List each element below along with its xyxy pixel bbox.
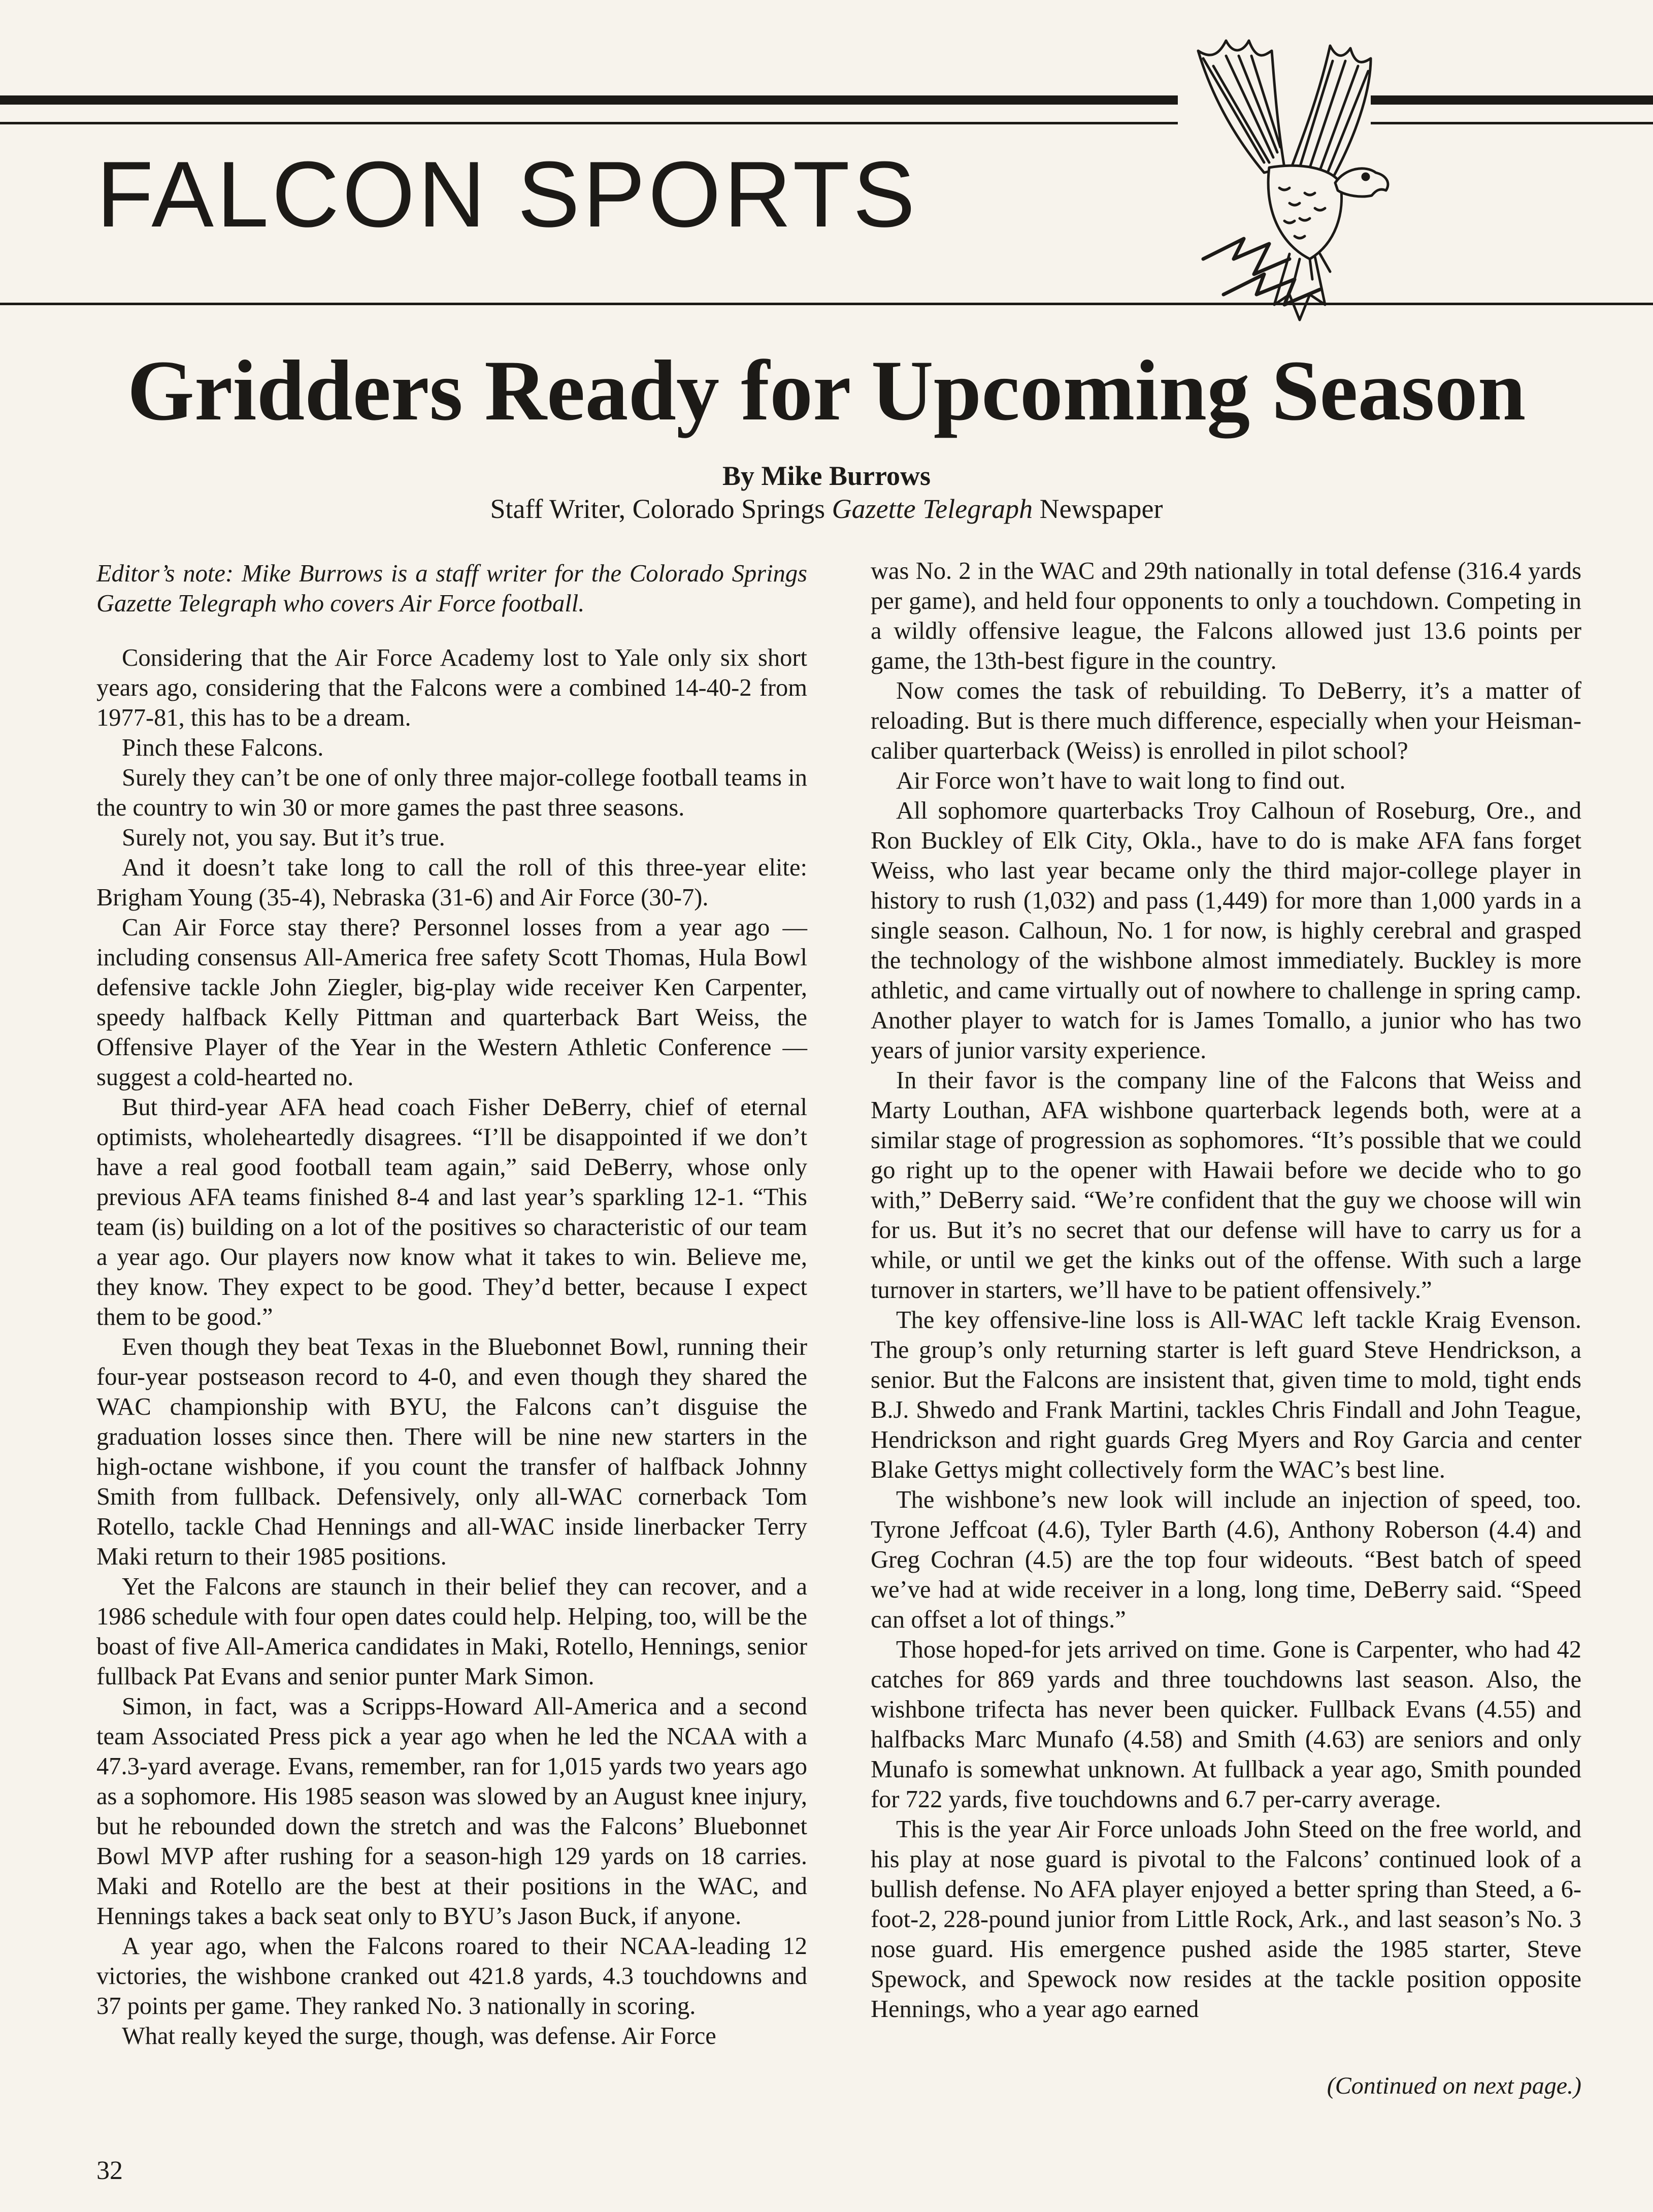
paragraph: Pinch these Falcons. [122,734,324,761]
paragraph: In their favor is the company line of the Falcons that Weiss and Marty Louthan, AFA wishbone quarterback legends both, were at a similar stage of progression as sophomores. “It’s possible that we could go right up to the opener with Hawaii before we decide who to go with,” DeBerry said. “We’re confident that the guy we choose will win for us. But it’s no secret that our defense will have to carry us for a while, or until we get the kinks out of the offense. With such a large turnover in starters, we’ll have to be patient offensively.” [871,1067,1581,1304]
paragraph: Those hoped-for jets arrived on time. Gone is Carpenter, who had 42 catches for 869 yards and three touchdowns last season. Also, the wishbone trifecta has never been quicker. Fullback Evans (4.55) and halfbacks Marc Munafo (4.58) and Smith (4.63) are seniors and only Munafo is somewhat unknown. At fullback a year ago, Smith pounded for 722 yards, five touchdowns and 6.7 per-carry average. [871,1636,1581,1813]
newspaper-name: Gazette Telegraph [832,494,1033,524]
paragraph: Can Air Force stay there? Personnel losses from a year ago — including consensus All-America free safety Scott Thomas, Hula Bowl defensive tackle John Ziegler, big-play wide receiver Ken Carpenter, speedy halfback Kelly Pittman and quarterback Bart Weiss, the Offensive Player of the Year in the Western Athletic Conference — suggest a cold-hearted no. [96,914,807,1091]
affiliation-prefix: Staff Writer, Colorado Springs [490,494,832,524]
paragraph: Surely they can’t be one of only three major-college football teams in the country to win 30 or more games the past three seasons. [96,764,807,821]
paragraph: Surely not, you say. But it’s true. [122,824,445,851]
affiliation-suffix: Newspaper [1033,494,1163,524]
paragraph: Air Force won’t have to wait long to find out. [896,767,1346,794]
section-title: FALCON SPORTS [96,142,918,246]
editor-note: Editor’s note: Mike Burrows is a staff writer for the Colorado Springs Gazette Telegraph who covers Air Force football. [96,560,807,617]
header-rule-thin [0,122,1178,124]
page-number: 32 [96,2156,123,2185]
continued-note: (Continued on next page.) [1327,2072,1581,2099]
article-headline: Gridders Ready for Upcoming Season [127,343,1526,438]
header-rule-thick-right [1371,95,1653,105]
falcon-with-lightning-icon [1137,20,1411,345]
header-rule-thick [0,95,1178,105]
byline: By Mike Burrows [722,461,931,491]
article-column-left [96,559,807,2051]
paragraph: Now comes the task of rebuilding. To DeBerry, it’s a matter of reloading. But is there much difference, especially when your Heisman-caliber quarterback (Weiss) is enrolled in pilot school? [871,677,1581,764]
paragraph: was No. 2 in the WAC and 29th nationally in total defense (316.4 yards per game), and held four opponents to only a touchdown. Competing in a wildly offensive league, the Falcons allowed just 13.6 points per game, the 13th-best figure in the country. [871,558,1581,674]
paragraph: But third-year AFA head coach Fisher DeBerry, chief of eternal optimists, wholeheartedly disagrees. “I’ll be disappointed if we don’t have a real good football team again,” said DeBerry, whose only previous AFA teams finished 8-4 and last year’s sparkling 12-1. “This team (is) building on a lot of the positives so characteristic of our team a year ago. Our players now know what it takes to win. Believe me, they know. They expect to be good. They’d better, because I expect them to be good.” [96,1094,807,1330]
header-rule-thin-right [1371,122,1653,124]
paragraph: The key offensive-line loss is All-WAC left tackle Kraig Evenson. The group’s only returning starter is left guard Steve Hendrickson, a senior. But the Falcons are insistent that, given time to mold, tight ends B.J. Shwedo and Frank Martini, tackles Chris Findall and John Teague, Hendrickson and right guards Greg Myers and Roy Garcia and center Blake Gettys might collectively form the WAC’s best line. [871,1307,1581,1483]
paragraph: A year ago, when the Falcons roared to their NCAA-leading 12 victories, the wishbone cranked out 421.8 yards, 4.3 touchdowns and 37 points per game. They ranked No. 3 nationally in scoring. [96,1933,807,2020]
article-column-right [871,556,1581,2024]
paragraph: Yet the Falcons are staunch in their belief they can recover, and a 1986 schedule with four open dates could help. Helping, too, will be the boast of five All-America candidates in Maki, Rotello, Hennings, senior fullback Pat Evans and senior punter Mark Simon. [96,1573,807,1690]
paragraph: What really keyed the surge, though, was defense. Air Force [122,2023,716,2050]
paragraph: All sophomore quarterbacks Troy Calhoun of Roseburg, Ore., and Ron Buckley of Elk City, Okla., have to do is make AFA fans forget Weiss, who last year became only the third major-college player in history to rush (1,032) and pass (1,449) for more than 1,000 yards in a single season. Calhoun, No. 1 for now, is highly cerebral and grasped the technology of the wishbone almost immediately. Buckley is more athletic, and came virtually out of nowhere to challenge in spring camp. Another player to watch for is James Tomallo, a junior who has two years of junior varsity experience. [871,797,1581,1064]
paragraph: Simon, in fact, was a Scripps-Howard All-America and a second team Associated Press pick a year ago when he led the NCAA with a 47.3-yard average. Evans, remember, ran for 1,015 yards two years ago as a sophomore. His 1985 season was slowed by an August knee injury, but he rebounded down the stretch and was the Falcons’ Bluebonnet Bowl MVP after rushing for a season-high 129 yards on 18 carries. Maki and Rotello are the best at their positions in the WAC, and Hennings takes a back seat only to BYU’s Jason Buck, if anyone. [96,1693,807,1930]
paragraph: Considering that the Air Force Academy lost to Yale only six short years ago, considering that the Falcons were a combined 14-40-2 from 1977-81, this has to be a dream. [96,644,807,731]
paragraph: And it doesn’t take long to call the roll of this three-year elite: Brigham Young (35-4), Nebraska (31-6) and Air Force (30-7). [96,854,807,911]
byline-affiliation [0,493,1653,526]
paragraph: The wishbone’s new look will include an injection of speed, too. Tyrone Jeffcoat (4.6), Tyler Barth (4.6), Anthony Roberson (4.4) and Greg Cochran (4.5) are the top four wideouts. “Best batch of speed we’ve had at wide receiver in a long, long time, DeBerry said. “Speed can offset a lot of things.” [871,1486,1581,1633]
paragraph: This is the year Air Force unloads John Steed on the free world, and his play at nose guard is pivotal to the Falcons’ continued look of a bullish defense. No AFA player enjoyed a better spring than Steed, a 6-foot-2, 228-pound junior from Little Rock, Ark., and last season’s No. 3 nose guard. His emergence pushed aside the 1985 starter, Steve Spewock, and Spewock now resides at the tackle position opposite Hennings, who a year ago earned [871,1816,1581,2023]
paragraph: Even though they beat Texas in the Bluebonnet Bowl, running their four-year postseason record to 4-0, and even though they shared the WAC championship with BYU, the Falcons can’t disguise the graduation losses since then. There will be nine new starters in the high-octane wishbone, if you count the transfer of halfback Johnny Smith from fullback. Defensively, only all-WAC cornerback Tom Rotello, tackle Chad Hennings and all-WAC inside linerbacker Terry Maki return to their 1985 positions. [96,1333,807,1570]
